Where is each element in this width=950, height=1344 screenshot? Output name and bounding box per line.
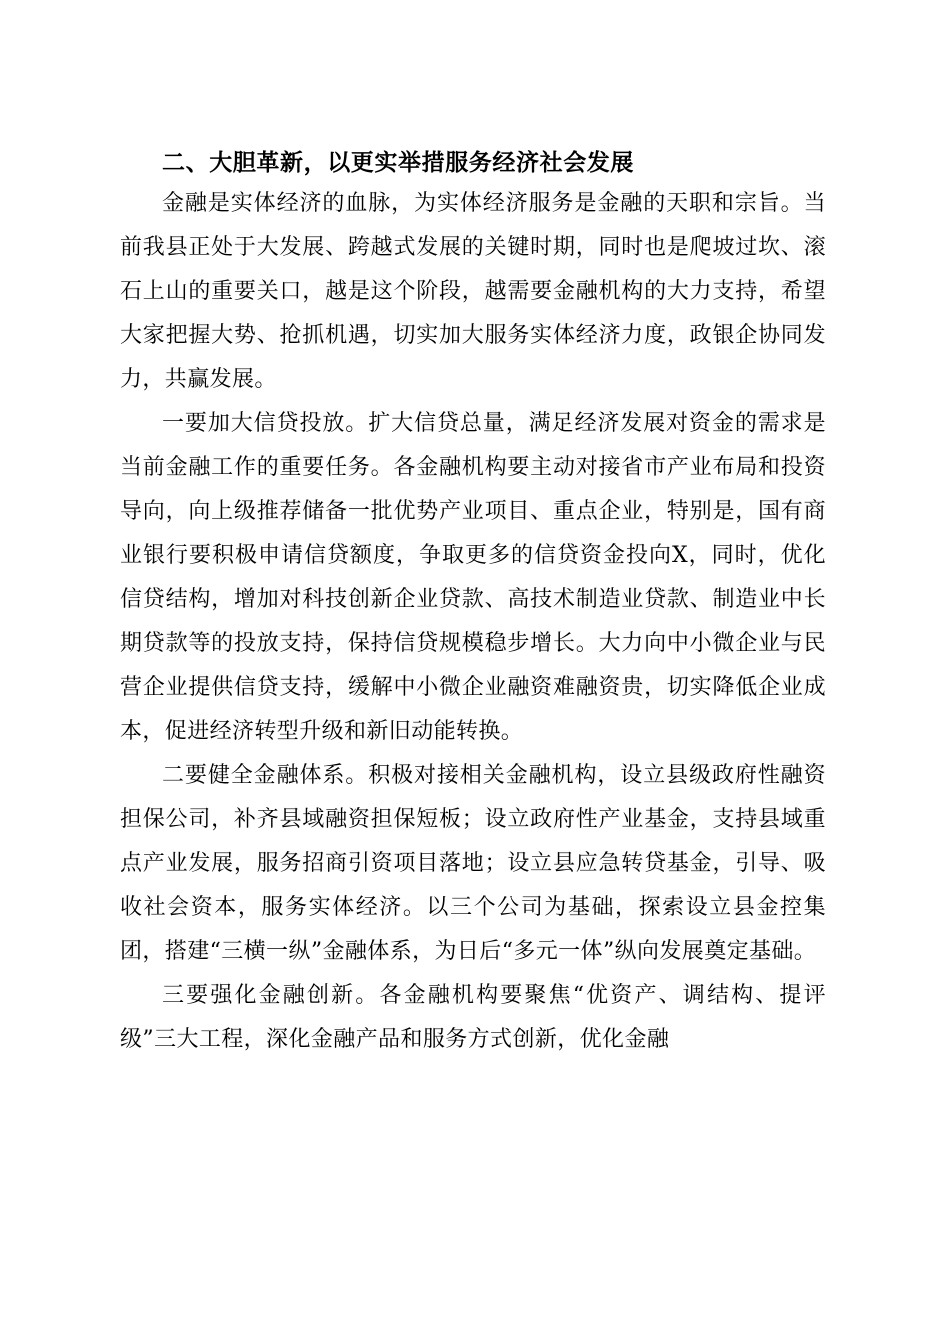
section-heading: 二、大胆革新，以更实举措服务经济社会发展: [162, 150, 634, 176]
paragraph-credit: 一要加大信贷投放。扩大信贷总量，满足经济发展对资金的需求是当前金融工作的重要任务。各金融机构要主动对接省市产业布局和投资导向，向上级推荐储备一批优势产业项目、重点企业，特别是，国有商业银行要积极申请信贷额度，争取更多的信贷资金投向X，同时，优化信贷结构，增加对科技创新企业贷款、高技术制造业贷款、制造业中长期贷款等的投放支持，保持信贷规模稳步增长。大力向中小微企业与民营企业提供信贷支持，缓解中小微企业融资难融资贵，切实降低企业成本，促进经济转型升级和新旧动能转换。: [120, 411, 826, 744]
paragraph-intro: 金融是实体经济的血脉，为实体经济服务是金融的天职和宗旨。当前我县正处于大发展、跨越式发展的关键时期，同时也是爬坡过坎、滚石上山的重要关口，越是这个阶段，越需要金融机构的大力支持，希望大家把握大势、抢抓机遇，切实加大服务实体经济力度，政银企协同发力，共赢发展。: [120, 191, 826, 392]
paragraph-system: 二要健全金融体系。积极对接相关金融机构，设立县级政府性融资担保公司，补齐县域融资担保短板；设立政府性产业基金，支持县域重点产业发展，服务招商引资项目落地；设立县应急转贷基金，引导、吸收社会资本，服务实体经济。以三个公司为基础，探索设立县金控集团，搭建“三横一纵”金融体系，为日后“多元一体”纵向发展奠定基础。: [120, 763, 826, 964]
document-body: [120, 144, 826, 1062]
paragraph-innovation: 三要强化金融创新。各金融机构要聚焦“优资产、调结构、提评级”三大工程，深化金融产品和服务方式创新，优化金融: [120, 983, 826, 1052]
